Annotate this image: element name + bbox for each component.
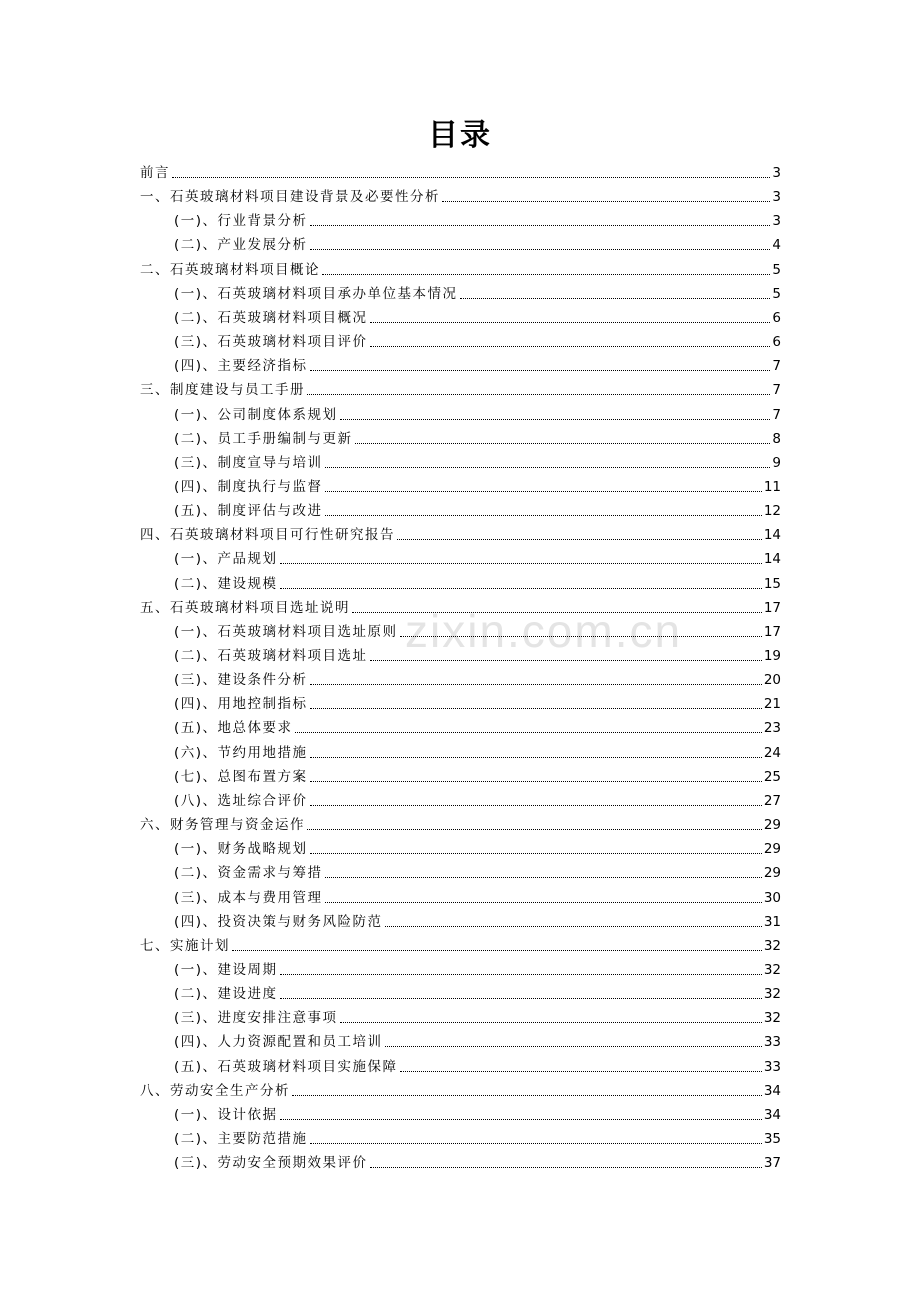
toc-entry[interactable] [174, 1126, 781, 1150]
dot-leader [370, 1167, 762, 1168]
toc-entry-title: (三)、劳动安全预期效果评价 [174, 1155, 368, 1172]
toc-entry-title: 前言 [140, 165, 170, 181]
toc-entry[interactable] [174, 1029, 781, 1053]
toc-entry-page: 7 [772, 406, 781, 423]
toc-entry-page: 19 [763, 648, 781, 664]
toc-entry[interactable] [174, 957, 781, 981]
toc-entry-page: 31 [763, 913, 781, 930]
dot-leader [280, 563, 762, 564]
toc-entry[interactable] [174, 1005, 781, 1029]
toc-entry-title: (五)、地总体要求 [174, 720, 293, 737]
toc-entry-title: (二)、员工手册编制与更新 [174, 430, 353, 447]
toc-entry-page: 35 [763, 1131, 781, 1147]
dot-leader [325, 902, 762, 903]
toc-entry-title: (五)、石英玻璃材料项目实施保障 [174, 1058, 398, 1075]
toc-entry-page: 23 [763, 720, 781, 737]
toc-entry-title: (二)、建设规模 [174, 575, 278, 592]
dot-leader [355, 443, 771, 444]
toc-entry-page: 29 [763, 817, 781, 834]
toc-entry[interactable] [140, 522, 781, 546]
dot-leader [325, 491, 762, 492]
dot-leader [325, 467, 771, 468]
dot-leader [310, 708, 762, 709]
toc-entry-page: 33 [763, 1058, 781, 1075]
toc-entry-page: 3 [772, 189, 781, 206]
toc-entry-title: (四)、制度执行与监督 [174, 478, 323, 495]
toc-entry-title: (八)、选址综合评价 [174, 792, 308, 809]
toc-entry-title: (一)、设计依据 [174, 1106, 278, 1123]
toc-entry-title: 八、劳动安全生产分析 [140, 1082, 290, 1099]
dot-leader [325, 515, 762, 516]
toc-entry[interactable] [140, 933, 781, 957]
dot-leader [310, 370, 771, 371]
toc-entry-page: 33 [763, 1034, 781, 1051]
toc-entry[interactable] [140, 377, 781, 401]
dot-leader [307, 829, 762, 830]
toc-entry[interactable] [174, 281, 781, 305]
dot-leader [280, 1119, 762, 1120]
toc-entry[interactable] [174, 232, 781, 256]
toc-entry[interactable] [174, 667, 781, 691]
toc-entry-title: 七、实施计划 [140, 937, 230, 954]
dot-leader [442, 201, 770, 202]
toc-entry[interactable] [174, 740, 781, 764]
toc-entry-title: (四)、主要经济指标 [174, 358, 308, 375]
toc-entry-page: 3 [772, 165, 781, 181]
toc-entry-title: (一)、财务战略规划 [174, 841, 308, 858]
toc-entry[interactable] [174, 836, 781, 860]
toc-entry[interactable] [174, 474, 781, 498]
toc-entry[interactable] [140, 1078, 781, 1102]
dot-leader [232, 950, 762, 951]
toc-entry-title: (一)、行业背景分析 [174, 213, 308, 230]
toc-entry-title: (一)、石英玻璃材料项目承办单位基本情况 [174, 285, 458, 302]
dot-leader [460, 298, 771, 299]
toc-entry-page: 24 [763, 744, 781, 761]
toc-entry-page: 15 [763, 575, 781, 592]
toc-entry[interactable] [174, 860, 781, 884]
toc-entry-title: (三)、进度安排注意事项 [174, 1010, 338, 1027]
toc-entry[interactable] [174, 1102, 781, 1126]
toc-entry-page: 30 [763, 889, 781, 906]
toc-entry-page: 7 [772, 358, 781, 375]
toc-entry[interactable] [174, 1054, 781, 1078]
dot-leader [400, 1071, 762, 1072]
toc-entry-title: 三、制度建设与员工手册 [140, 382, 305, 399]
toc-entry[interactable] [140, 595, 781, 619]
dot-leader [310, 225, 771, 226]
toc-entry-title: (七)、总图布置方案 [174, 768, 308, 785]
toc-entry-title: (三)、制度宣导与培训 [174, 454, 323, 471]
toc-entry-page: 11 [763, 478, 781, 495]
toc-entry-title: (一)、石英玻璃材料项目选址原则 [174, 623, 398, 640]
dot-leader [370, 660, 762, 661]
toc-entry-title: (二)、主要防范措施 [174, 1131, 308, 1147]
toc-entry-page: 37 [763, 1155, 781, 1172]
dot-leader [340, 419, 771, 420]
watermark: zixin.com.cn [405, 605, 683, 657]
dot-leader [370, 322, 771, 323]
toc-entry-page: 29 [763, 841, 781, 858]
dot-leader [325, 877, 762, 878]
toc-entry-page: 17 [763, 599, 781, 616]
toc-entry-title: 五、石英玻璃材料项目选址说明 [140, 599, 350, 616]
toc-entry[interactable] [174, 208, 781, 232]
toc-entry[interactable] [174, 691, 781, 715]
dot-leader [280, 974, 762, 975]
toc-entry[interactable] [174, 788, 781, 812]
toc-entry[interactable] [174, 909, 781, 933]
dot-leader [310, 1143, 762, 1144]
toc-entry-page: 14 [763, 551, 781, 568]
dot-leader [172, 177, 770, 178]
toc-entry-title: (四)、人力资源配置和员工培训 [174, 1034, 383, 1051]
toc-entry-page: 20 [763, 672, 781, 689]
toc-entry[interactable] [174, 571, 781, 595]
toc-entry-title: (一)、公司制度体系规划 [174, 406, 338, 423]
toc-entry-page: 6 [772, 334, 781, 351]
dot-leader [352, 612, 762, 613]
toc-entry-page: 7 [772, 382, 781, 399]
dot-leader [322, 274, 770, 275]
toc-entry[interactable] [174, 1150, 781, 1174]
dot-leader [385, 1046, 762, 1047]
dot-leader [385, 926, 762, 927]
toc-entry[interactable] [174, 643, 781, 667]
toc-entry-title: (四)、投资决策与财务风险防范 [174, 913, 383, 930]
toc-entry[interactable] [174, 329, 781, 353]
toc-entry[interactable] [174, 546, 781, 570]
toc-entry-page: 32 [763, 937, 781, 954]
toc-entry-page: 34 [763, 1082, 781, 1099]
page-title: 目录 [428, 118, 492, 153]
toc-entry[interactable] [174, 353, 781, 377]
toc-entry-title: (四)、用地控制指标 [174, 696, 308, 713]
dot-leader [400, 636, 762, 637]
toc-entry-page: 32 [763, 986, 781, 1003]
toc-entry-title: (二)、建设进度 [174, 986, 278, 1003]
toc-entry-title: 四、石英玻璃材料项目可行性研究报告 [140, 527, 395, 544]
dot-leader [310, 781, 762, 782]
toc-entry-title: (六)、节约用地措施 [174, 744, 308, 761]
toc-entry[interactable] [174, 715, 781, 739]
dot-leader [310, 684, 762, 685]
toc-entry-page: 34 [763, 1106, 781, 1123]
toc-entry[interactable] [140, 257, 781, 281]
toc-entry-page: 5 [772, 285, 781, 302]
toc-entry-title: (二)、资金需求与筹措 [174, 865, 323, 882]
toc-entry-page: 32 [763, 1010, 781, 1027]
dot-leader [370, 346, 771, 347]
toc-entry-page: 4 [772, 237, 781, 254]
toc-entry-page: 14 [763, 527, 781, 544]
toc-entry-page: 27 [763, 792, 781, 809]
dot-leader [310, 757, 762, 758]
dot-leader [295, 732, 762, 733]
toc-entry[interactable] [174, 981, 781, 1005]
toc-entry-title: (三)、成本与费用管理 [174, 889, 323, 906]
toc-entry[interactable] [174, 498, 781, 522]
toc-entry[interactable] [174, 885, 781, 909]
toc-entry-page: 6 [772, 309, 781, 326]
dot-leader [310, 805, 762, 806]
toc-entry-title: (二)、石英玻璃材料项目选址 [174, 648, 368, 664]
toc-entry-page: 3 [772, 213, 781, 230]
toc-entry-page: 12 [763, 503, 781, 520]
toc-entry-page: 21 [763, 696, 781, 713]
toc-entry[interactable] [140, 184, 781, 208]
toc-entry-title: (一)、产品规划 [174, 551, 278, 568]
toc-entry-title: (三)、建设条件分析 [174, 672, 308, 689]
toc-entry[interactable] [140, 812, 781, 836]
toc-entry[interactable] [174, 764, 781, 788]
dot-leader [310, 249, 771, 250]
toc-entry-title: (五)、制度评估与改进 [174, 503, 323, 520]
toc-entry[interactable] [174, 305, 781, 329]
toc-entry[interactable] [174, 619, 781, 643]
toc-entry[interactable] [174, 450, 781, 474]
dot-leader [307, 394, 770, 395]
toc-entry-page: 32 [763, 961, 781, 978]
toc-entry-page: 8 [772, 430, 781, 447]
toc-entry[interactable] [174, 426, 781, 450]
toc-entry-title: (二)、石英玻璃材料项目概况 [174, 309, 368, 326]
toc-entry-title: 二、石英玻璃材料项目概论 [140, 261, 320, 278]
toc-entry-page: 25 [763, 768, 781, 785]
toc-entry-title: (三)、石英玻璃材料项目评价 [174, 334, 368, 351]
toc-entry-title: (二)、产业发展分析 [174, 237, 308, 254]
dot-leader [310, 853, 762, 854]
toc-entry-page: 17 [763, 623, 781, 640]
dot-leader [280, 588, 762, 589]
toc-entry-page: 29 [763, 865, 781, 882]
dot-leader [280, 998, 762, 999]
toc-entry-title: 六、财务管理与资金运作 [140, 817, 305, 834]
dot-leader [292, 1095, 762, 1096]
toc-entry[interactable] [174, 402, 781, 426]
toc-entry-title: (一)、建设周期 [174, 961, 278, 978]
toc-entry-title: 一、石英玻璃材料项目建设背景及必要性分析 [140, 189, 440, 206]
toc-entry-page: 9 [772, 454, 781, 471]
dot-leader [340, 1022, 762, 1023]
dot-leader [397, 539, 762, 540]
toc-entry-page: 5 [772, 261, 781, 278]
toc-entry[interactable] [140, 160, 781, 184]
